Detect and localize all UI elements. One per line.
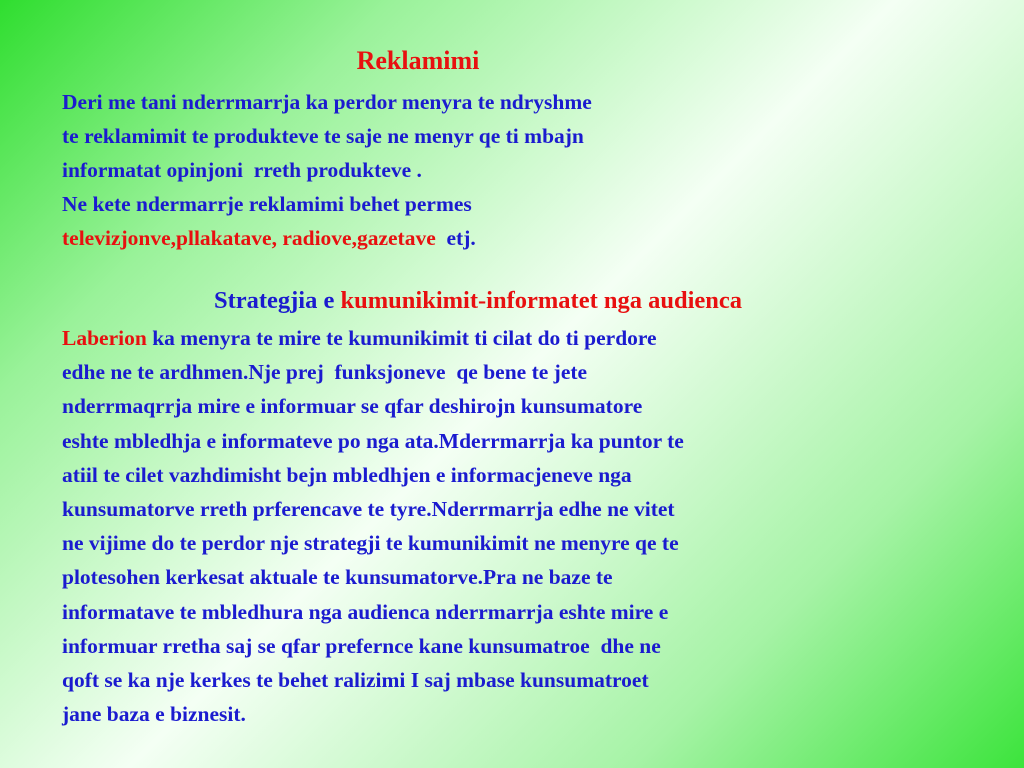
text-line: informuar rretha saj se qfar prefernce kane kunsumatroe dhe ne: [62, 633, 661, 658]
paragraph-reklamimi: [62, 85, 942, 255]
text-line-media: [62, 221, 942, 255]
text-line: qoft se ka nje kerkes te behet ralizimi I saj mbase kunsumatroet: [62, 668, 649, 693]
text-line: te reklamimit te produkteve te saje ne menyr qe ti mbajn: [62, 124, 584, 148]
text-line: informatave te mbledhura nga audienca nderrmarrja eshte mire e: [62, 599, 669, 624]
text-line: Ne kete ndermarrje reklamimi behet permes: [62, 192, 472, 216]
section-title-reklamimi: Reklamimi: [356, 46, 480, 75]
text-line: nderrmaqrrja mire e informuar se qfar deshirojn kunsumatore: [62, 394, 643, 419]
text-line: kunsumatorve rreth prferencave te tyre.Nderrmarrja edhe ne vitet: [62, 497, 675, 522]
company-name: Laberion: [62, 326, 147, 350]
text-line: plotesohen kerkesat aktuale te kunsumatorve.Pra ne baze te: [62, 565, 613, 590]
subtitle-part-1: Strategjia e: [213, 287, 341, 314]
text-etj: etj.: [435, 226, 476, 250]
subtitle-part-2: kumunikimit-informatet nga audienca: [340, 287, 743, 314]
paragraph-strategjia: [62, 321, 962, 731]
text-line: jane baza e biznesit.: [62, 702, 246, 727]
section-title-strategjia: [0, 284, 956, 318]
text-line: edhe ne te ardhmen.Nje prej funksjoneve qe bene te jete: [62, 360, 588, 385]
text-line: atiil te cilet vazhdimisht bejn mbledhjen e informacjeneve nga: [62, 462, 632, 487]
text-line-first: [62, 321, 962, 355]
text-segment: ka menyra te mire te kumunikimit ti cilat do ti perdore: [146, 326, 657, 350]
text-line: eshte mbledhja e informateve po nga ata.Mderrmarrja ka puntor te: [62, 428, 684, 453]
text-line: ne vijime do te perdor nje strategji te kumunikimit ne menyre qe te: [62, 531, 679, 556]
highlighted-media-list: televizjonve,pllakatave, radiove,gazetave: [62, 226, 436, 250]
text-line: Deri me tani nderrmarrja ka perdor menyra te ndryshme: [62, 90, 592, 114]
text-line: informatat opinjoni rreth produkteve .: [62, 158, 422, 182]
